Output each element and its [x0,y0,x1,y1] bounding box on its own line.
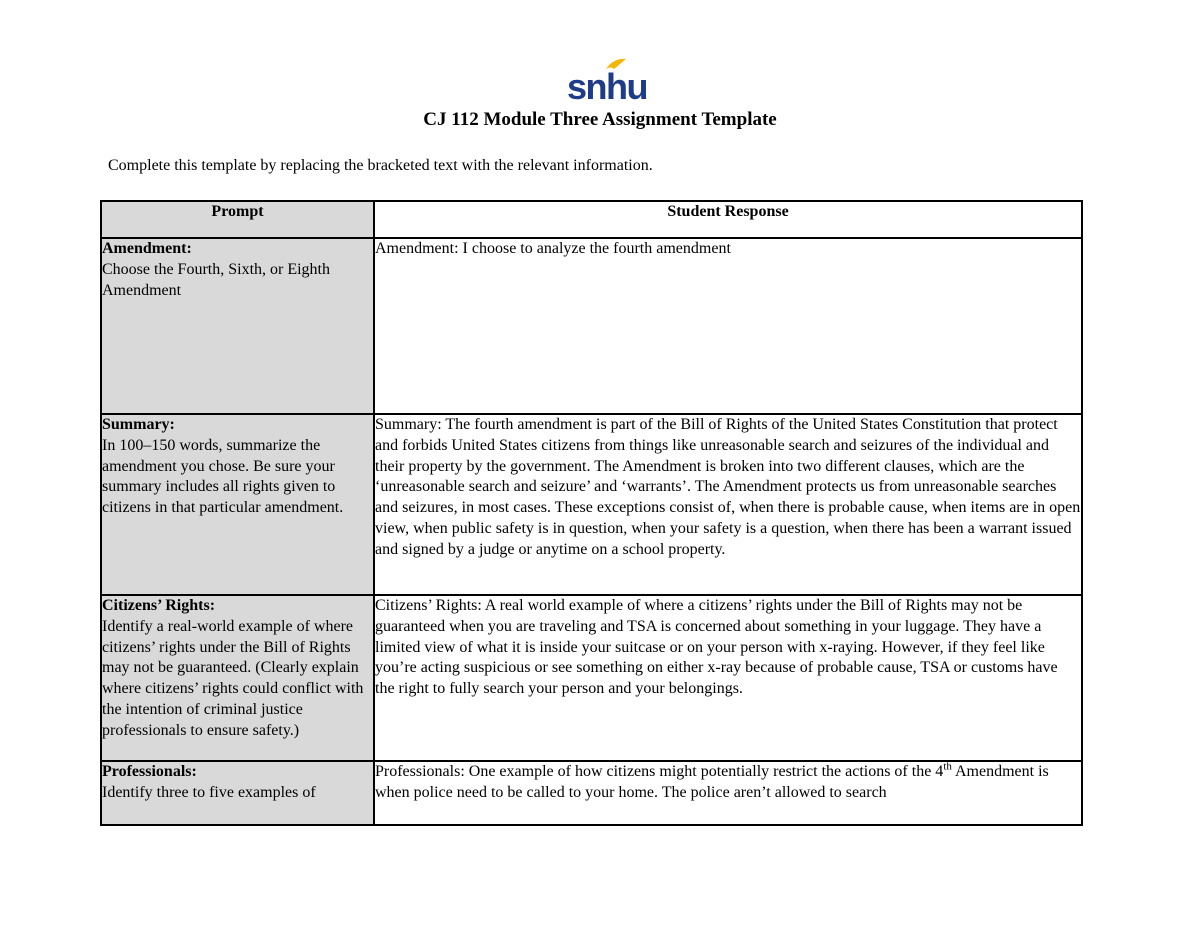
response-cell-summary[interactable]: Summary: The fourth amendment is part of the Bill of Rights of the United States Constitution that protect and forbids United States citizens from things like unreasonable search and seizures of the individual and their property by the government. The Amendment is broken into two different clauses, which are the ‘unreasonable search and seizure’ and ‘warrants’. The Amendment protects us from unreasonable searches and seizures, in most cases. These exceptions consist of, when there is probable cause, when items are in open view, when public safety is in question, when your safety is a question, when there has been a warrant issued and signed by a judge or anytime on a school property. [374,414,1082,595]
snhu-logo-mark [566,56,647,107]
assignment-table [100,200,1083,826]
table-row [101,414,1082,595]
table-row [101,761,1082,825]
table-row [101,595,1082,761]
prompt-label: Amendment: [102,240,192,257]
document-title: CJ 112 Module Three Assignment Template [423,109,777,130]
table-header-row [101,201,1082,238]
snhu-logo [566,56,647,107]
response-text-continued: Amendment is when police need to be called to your home. The police aren’t allowed to search [375,763,1049,801]
prompt-column-header: Prompt [101,201,374,238]
instructions-text: Complete this template by replacing the bracketed text with the relevant information. [108,157,653,174]
prompt-cell-citizens-rights [101,595,374,761]
prompt-text: Identify three to five examples of [102,783,316,801]
ordinal-suffix: th [943,760,952,773]
response-cell-amendment[interactable]: Amendment: I choose to analyze the fourth amendment [374,238,1082,414]
response-cell-professionals[interactable] [374,761,1082,825]
prompt-label: Summary: [102,416,175,433]
prompt-text: In 100–150 words, summarize the amendment you chose. Be sure your summary includes all rights given to citizens in that particular amendment. [102,436,344,517]
prompt-text: Identify a real-world example of where citizens’ rights under the Bill of Rights may not be guaranteed. (Clearly explain where citizens’ rights could conflict with the intention of criminal justice professionals to ensure safety.) [102,617,364,739]
logo-wordmark: snhu [567,66,647,107]
prompt-text: Choose the Fourth, Sixth, or Eighth Amendment [102,260,330,299]
response-cell-citizens-rights[interactable]: Citizens’ Rights: A real world example of where a citizens’ rights under the Bill of Rights may not be guaranteed when you are traveling and TSA is concerned about something in your luggage. They have a limited view of what it is inside your suitcase or on your person with x-raying. However, if they feel like you’re acting suspicious or see something on either x-ray because of probable cause, TSA or customs have the right to fully search your person and your belongings. [374,595,1082,761]
response-text: Professionals: One example of how citizens might potentially restrict the actions of the 4 [375,763,944,780]
prompt-cell-amendment [101,238,374,414]
prompt-label: Professionals: [102,763,197,780]
table-row [101,238,1082,414]
prompt-cell-professionals [101,761,374,825]
response-column-header: Student Response [374,201,1082,238]
prompt-label: Citizens’ Rights: [102,597,216,614]
prompt-cell-summary [101,414,374,595]
